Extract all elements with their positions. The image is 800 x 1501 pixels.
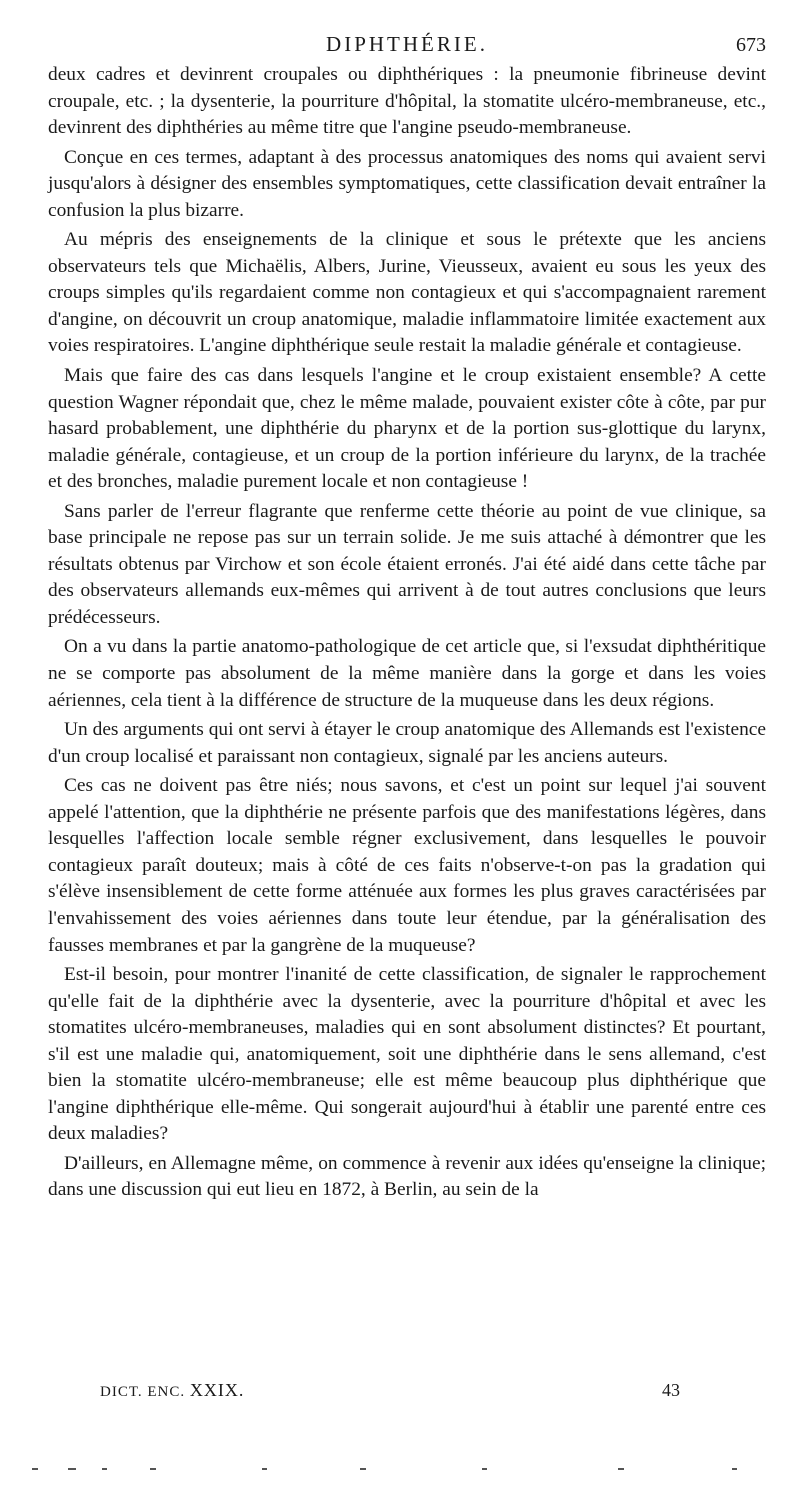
signature-volume: XXIX. [189,1380,245,1400]
speck [482,1468,487,1470]
paragraph-1: deux cadres et devinrent croupales ou diphthériques : la pneumonie fibrineuse devint croupale, etc. ; la dysenterie, la pourriture d'hôpital, la stomatite ulcéro-membraneuse, etc., devinrent des diphthéries au même titre que l'angine pseudo-membraneuse. [48,64,766,139]
speck [68,1468,76,1470]
paragraph-3: Au mépris des enseignements de la clinique et sous le prétexte que les anciens observateurs tels que Michaëlis, Albers, Jurine, Vieusseux, avaient eu sous les yeux des croups simples qu'ils regardaient comme non contagieux et qui s'accompagnaient rarement d'angine, on découvrit un croup anatomique, maladie inflammatoire limitée exactement aux voies respiratoires. L'angine diphthérique seule restait la maladie générale et contagieuse. [48,229,766,357]
speck [150,1468,156,1470]
paragraph-6: On a vu dans la partie anatomo-pathologique de cet article que, si l'exsudat diphthéritique ne se comporte pas absolument de la même manière dans la gorge et dans les voies aériennes, cela tient à la différence de structure de la muqueuse dans les deux régions. [48,636,766,711]
page-number: 673 [736,34,766,56]
speck [32,1468,38,1470]
paragraph-4: Mais que faire des cas dans lesquels l'angine et le croup existaient ensemble? A cette question Wagner répondait que, chez le même malade, pouvaient exister côte à côte, par pur hasard probablement, une diphthérie du pharynx et de la portion sus-glottique du larynx, maladie générale, contagieuse, et un croup de la portion inférieure du larynx, de la trachée et des bronches, maladie purement locale et non contagieuse ! [48,365,766,493]
signature-mark: 43 [662,1380,680,1400]
page-footer [100,1380,680,1410]
scan-specks [30,1468,770,1472]
printer-signature [100,1380,244,1401]
running-title: DIPHTHÉRIE. [326,32,488,56]
signature-prefix: DICT. ENC. [100,1384,186,1400]
speck [732,1468,737,1470]
running-head [48,30,766,60]
speck [262,1468,267,1470]
speck [618,1468,624,1470]
paragraph-5: Sans parler de l'erreur flagrante que renferme cette théorie au point de vue clinique, sa base principale ne repose pas sur un terrain solide. Je me suis attaché à démontrer que les résultats obtenus par Virchow et son école étaient erronés. J'ai été aidé dans cette tâche par des observateurs allemands eux-mêmes qui arrivent à de tout autres conclusions que leurs prédécesseurs. [48,500,766,628]
paragraph-8: Ces cas ne doivent pas être niés; nous savons, et c'est un point sur lequel j'ai souvent appelé l'attention, que la diphthérie ne présente parfois que des manifestations légères, dans lesquelles l'affection locale semble régner exclusivement, dans lesquelles le pouvoir contagieux paraît douteux; mais à côté de ces faits n'observe-t-on pas la gradation qui s'élève insensiblement de cette forme atténuée aux formes les plus graves caractérisées par l'envahissement des voies aériennes dans toute leur étendue, par la généralisation des fausses membranes et par la gangrène de la muqueuse? [48,775,766,956]
body-text [48,62,766,1207]
paragraph-2: Conçue en ces termes, adaptant à des processus anatomiques des noms qui avaient servi jusqu'alors à désigner des ensembles symptomatiques, cette classification devait entraîner la confusion la plus bizarre. [48,146,766,221]
speck [360,1468,366,1470]
paragraph-9: Est-il besoin, pour montrer l'inanité de cette classification, de signaler le rapprochement qu'elle fait de la diphthérie avec la dysenterie, avec la pourriture d'hôpital et avec les stomatites ulcéro-membraneuses, maladies qui en sont absolument distinctes? Et pourtant, s'il est une maladie qui, anatomiquement, soit une diphthérie dans le sens allemand, c'est bien la stomatite ulcéro-membraneuse; elle est même beaucoup plus diphthérique que l'angine diphthérique elle-même. Qui songerait aujourd'hui à établir une parenté entre ces deux maladies? [48,964,766,1145]
paragraph-7: Un des arguments qui ont servi à étayer le croup anatomique des Allemands est l'existence d'un croup localisé et paraissant non contagieux, signalé par les anciens auteurs. [48,719,766,767]
speck [102,1468,107,1470]
paragraph-10: D'ailleurs, en Allemagne même, on commence à revenir aux idées qu'enseigne la clinique; dans une discussion qui eut lieu en 1872, à Berlin, au sein de la [48,1152,766,1201]
